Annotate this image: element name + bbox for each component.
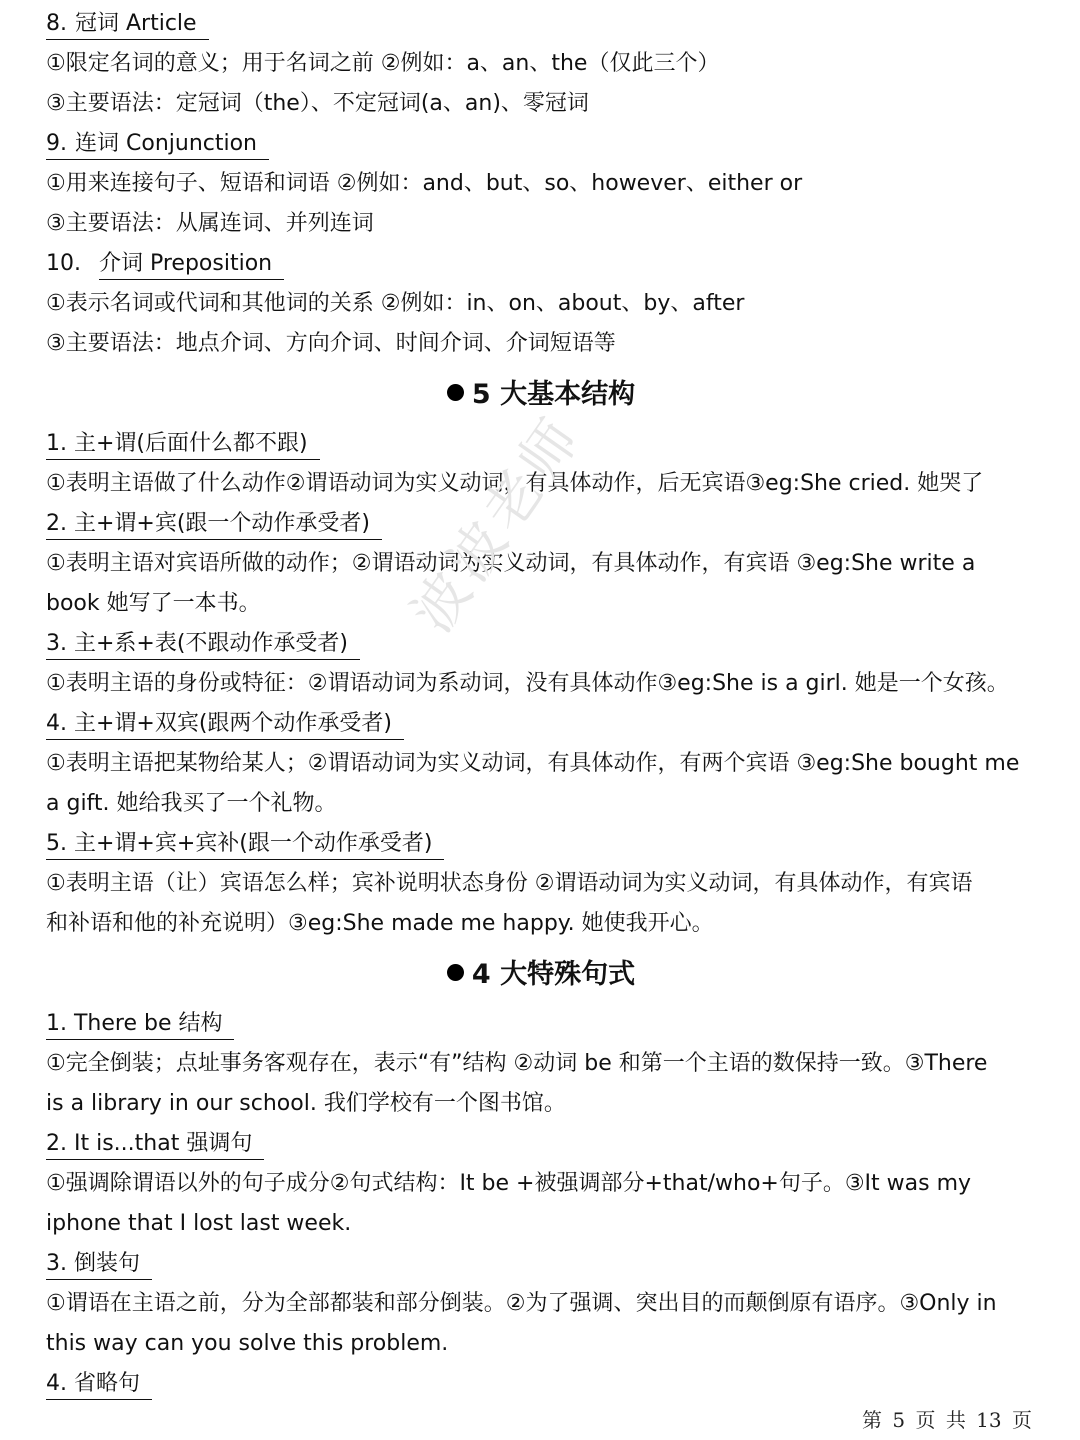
item-heading: 1. 主+谓(后面什么都不跟) [46, 429, 320, 460]
heading-number: 9. [46, 131, 67, 156]
item-heading: 3. 倒装句 [46, 1249, 152, 1280]
heading-title: 冠词 Article [75, 11, 197, 36]
preposition-heading-row [46, 244, 1036, 284]
bullet-icon [447, 384, 464, 401]
article-heading-row [46, 4, 1036, 44]
item-heading-row [46, 1244, 1036, 1284]
item-text-line: ①表明主语对宾语所做的动作；②谓语动词为实义动词，有具体动作，有宾语 ③eg:She write a [46, 551, 976, 576]
bullet-icon [447, 964, 464, 981]
item-heading-row [46, 424, 1036, 464]
section-title-basic-structures [46, 364, 1036, 424]
section-title-special-sentences [46, 944, 1036, 1004]
preposition-heading: 介词 Preposition [99, 249, 284, 280]
item-text-line: 和补语和他的补充说明）③eg:She made me happy. 她使我开心。 [46, 911, 714, 936]
item-text-line: book 她写了一本书。 [46, 591, 261, 616]
item-heading: 2. It is...that 强调句 [46, 1129, 264, 1160]
item-heading: 4. 主+谓+双宾(跟两个动作承受者) [46, 709, 404, 740]
conjunction-heading-row [46, 124, 1036, 164]
article-heading [46, 9, 209, 40]
conjunction-line-1: ①用来连接句子、短语和词语 ②例如：and、but、so、however、either or [46, 171, 803, 196]
item-heading-row [46, 704, 1036, 744]
item-text-line: ①表明主语做了什么动作②谓语动词为实义动词，有具体动作，后无宾语③eg:She cried. 她哭了 [46, 471, 984, 496]
item-heading-row [46, 1124, 1036, 1164]
section-title-text: 4 大特殊句式 [471, 959, 636, 990]
item-heading-row [46, 504, 1036, 544]
preposition-line-2: ③主要语法：地点介词、方向介词、时间介词、介词短语等 [46, 331, 616, 356]
conjunction-heading [46, 129, 269, 160]
item-heading: 5. 主+谓+宾+宾补(跟一个动作承受者) [46, 829, 444, 860]
heading-number: 8. [46, 11, 67, 36]
item-heading: 4. 省略句 [46, 1369, 152, 1400]
preposition-number: 10. [46, 251, 81, 276]
item-heading-row [46, 824, 1036, 864]
document-page [46, 4, 1036, 1404]
article-line-1: ①限定名词的意义；用于名词之前 ②例如：a、an、the（仅此三个） [46, 51, 720, 76]
item-text-line: iphone that I lost last week. [46, 1211, 352, 1236]
item-text-line: ①强调除谓语以外的句子成分②句式结构：It be +被强调部分+that/who+句子。③It was my [46, 1171, 972, 1196]
basic-structures-list [46, 424, 1036, 944]
heading-title: 连词 Conjunction [75, 131, 257, 156]
section-title-text: 5 大基本结构 [471, 379, 636, 410]
item-heading-row [46, 624, 1036, 664]
item-heading: 2. 主+谓+宾(跟一个动作承受者) [46, 509, 382, 540]
article-line-2: ③主要语法：定冠词（the）、不定冠词(a、an)、零冠词 [46, 91, 589, 116]
watermark: 波波老师 [399, 403, 596, 645]
item-text-line: ①谓语在主语之前，分为全部都装和部分倒装。②为了强调、突出目的而颠倒原有语序。③Only in [46, 1291, 997, 1316]
special-sentences-list [46, 1004, 1036, 1404]
item-text-line: ①完全倒装；点址事务客观存在，表示“有”结构 ②动词 be 和第一个主语的数保持一致。③There [46, 1051, 988, 1076]
item-heading: 1. There be 结构 [46, 1009, 234, 1040]
item-heading: 3. 主+系+表(不跟动作承受者) [46, 629, 360, 660]
preposition-line-1: ①表示名词或代词和其他词的关系 ②例如：in、on、about、by、after [46, 291, 745, 316]
item-text-line: is a library in our school. 我们学校有一个图书馆。 [46, 1091, 566, 1116]
conjunction-line-2: ③主要语法：从属连词、并列连词 [46, 211, 374, 236]
item-text-line: this way can you solve this problem. [46, 1331, 449, 1356]
item-text-line: ①表明主语的身份或特征：②谓语动词为系动词，没有具体动作③eg:She is a girl. 她是一个女孩。 [46, 671, 1009, 696]
item-heading-row [46, 1004, 1036, 1044]
item-text-line: ①表明主语把某物给某人；②谓语动词为实义动词，有具体动作，有两个宾语 ③eg:She bought me [46, 751, 1020, 776]
item-heading-row [46, 1364, 1036, 1404]
item-text-line: ①表明主语（让）宾语怎么样；宾补说明状态身份 ②谓语动词为实义动词，有具体动作，有宾语 [46, 871, 973, 896]
page-footer: 第 5 页 共 13 页 [862, 1408, 1032, 1432]
item-text-line: a gift. 她给我买了一个礼物。 [46, 791, 337, 816]
